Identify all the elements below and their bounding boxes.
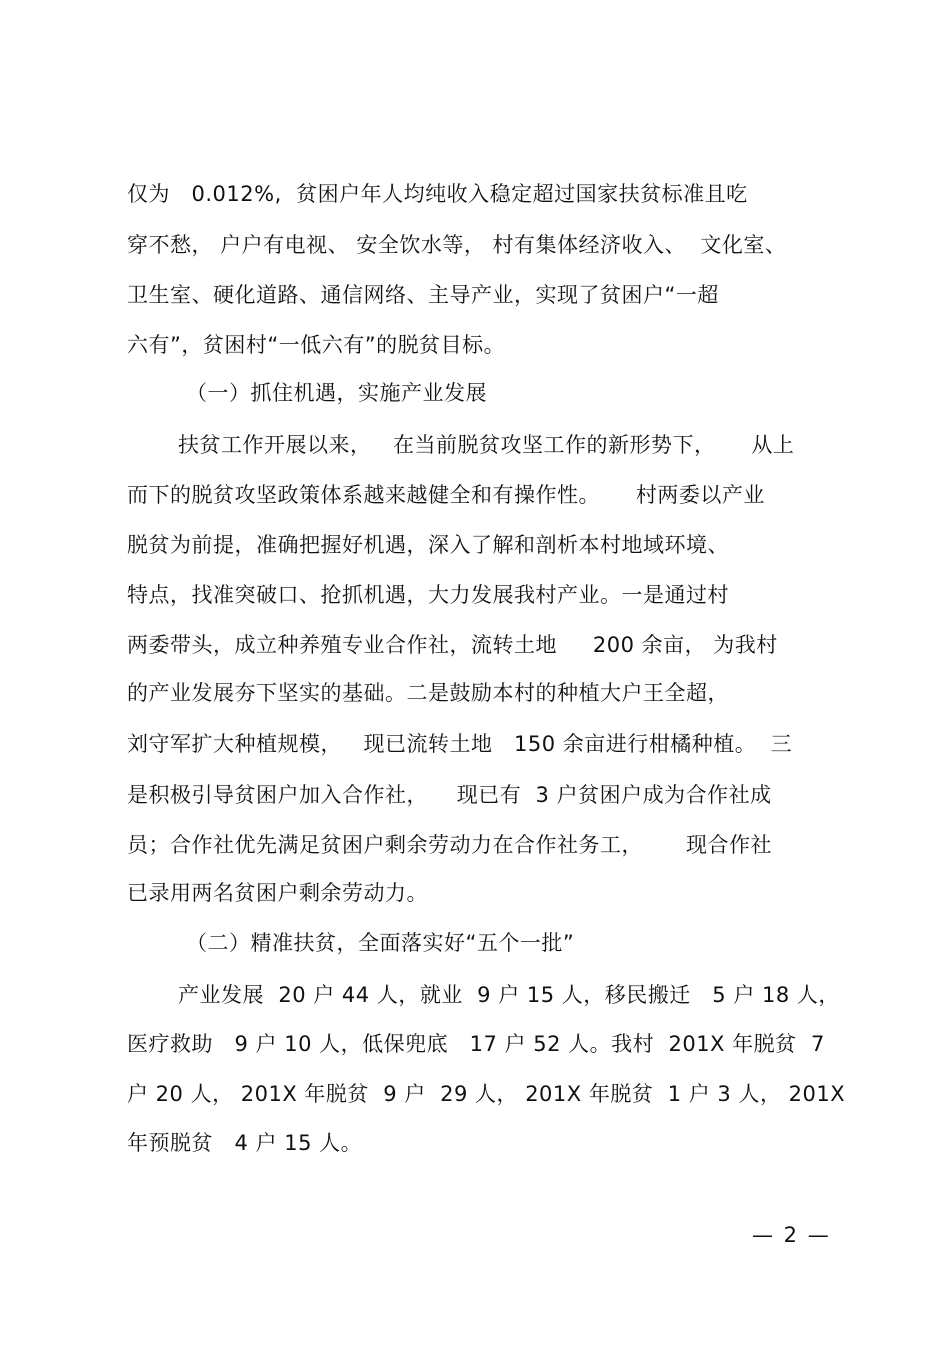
section-heading: （二）精准扶贫，全面落实好“五个一批” — [186, 931, 575, 955]
text-line: 的产业发展夯下坚实的基础。二是鼓励本村的种植大户王全超， — [127, 681, 729, 705]
page-number: — 2 — — [752, 1223, 831, 1247]
text-line: 特点，找准突破口、抢抓机遇，大力发展我村产业。一是通过村 — [127, 583, 729, 607]
text-line: 而下的脱贫攻坚政策体系越来越健全和有操作性。 村两委以产业 — [127, 483, 765, 507]
text-line: 仅为 0.012%, 贫困户年人均纯收入稳定超过国家扶贫标准且吃 — [127, 182, 748, 206]
text-line: 刘守军扩大种植规模， 现已流转土地 150 余亩进行柑橘种植。 三 — [127, 732, 793, 756]
text-line: 六有”，贫困村“一低六有”的脱贫目标。 — [127, 333, 506, 357]
text-line: 员；合作社优先满足贫困户剩余劳动力在合作社务工， 现合作社 — [127, 833, 773, 857]
text-line: 扶贫工作开展以来， 在当前脱贫攻坚工作的新形势下， 从上 — [178, 433, 795, 457]
text-line: 卫生室、硬化道路、通信网络、主导产业，实现了贫困户“一超 — [127, 283, 719, 307]
text-line: 已录用两名贫困户剩余劳动力。 — [127, 881, 428, 905]
text-line: 年预脱贫 4 户 15 人。 — [127, 1131, 363, 1155]
text-line: 医疗救助 9 户 10 人，低保兜底 17 户 52 人。我村 201X 年脱贫 7 — [127, 1032, 825, 1056]
text-line: 产业发展 20 户 44 人，就业 9 户 15 人，移民搬迁 5 户 18 人， — [178, 983, 840, 1007]
text-line: 脱贫为前提，准确把握好机遇，深入了解和剖析本村地域环境、 — [127, 533, 729, 557]
text-line: 两委带头，成立种养殖专业合作社，流转土地 200 余亩， 为我村 — [127, 633, 778, 657]
text-line: 是积极引导贫困户加入合作社， 现已有 3 户贫困户成为合作社成 — [127, 783, 772, 807]
section-heading: （一）抓住机遇，实施产业发展 — [186, 381, 487, 405]
text-line: 户 20 人， 201X 年脱贫 9 户 29 人， 201X 年脱贫 1 户 3 人， 201X — [127, 1082, 846, 1106]
text-line: 穿不愁， 户户有电视、 安全饮水等， 村有集体经济收入、 文化室、 — [127, 233, 787, 257]
